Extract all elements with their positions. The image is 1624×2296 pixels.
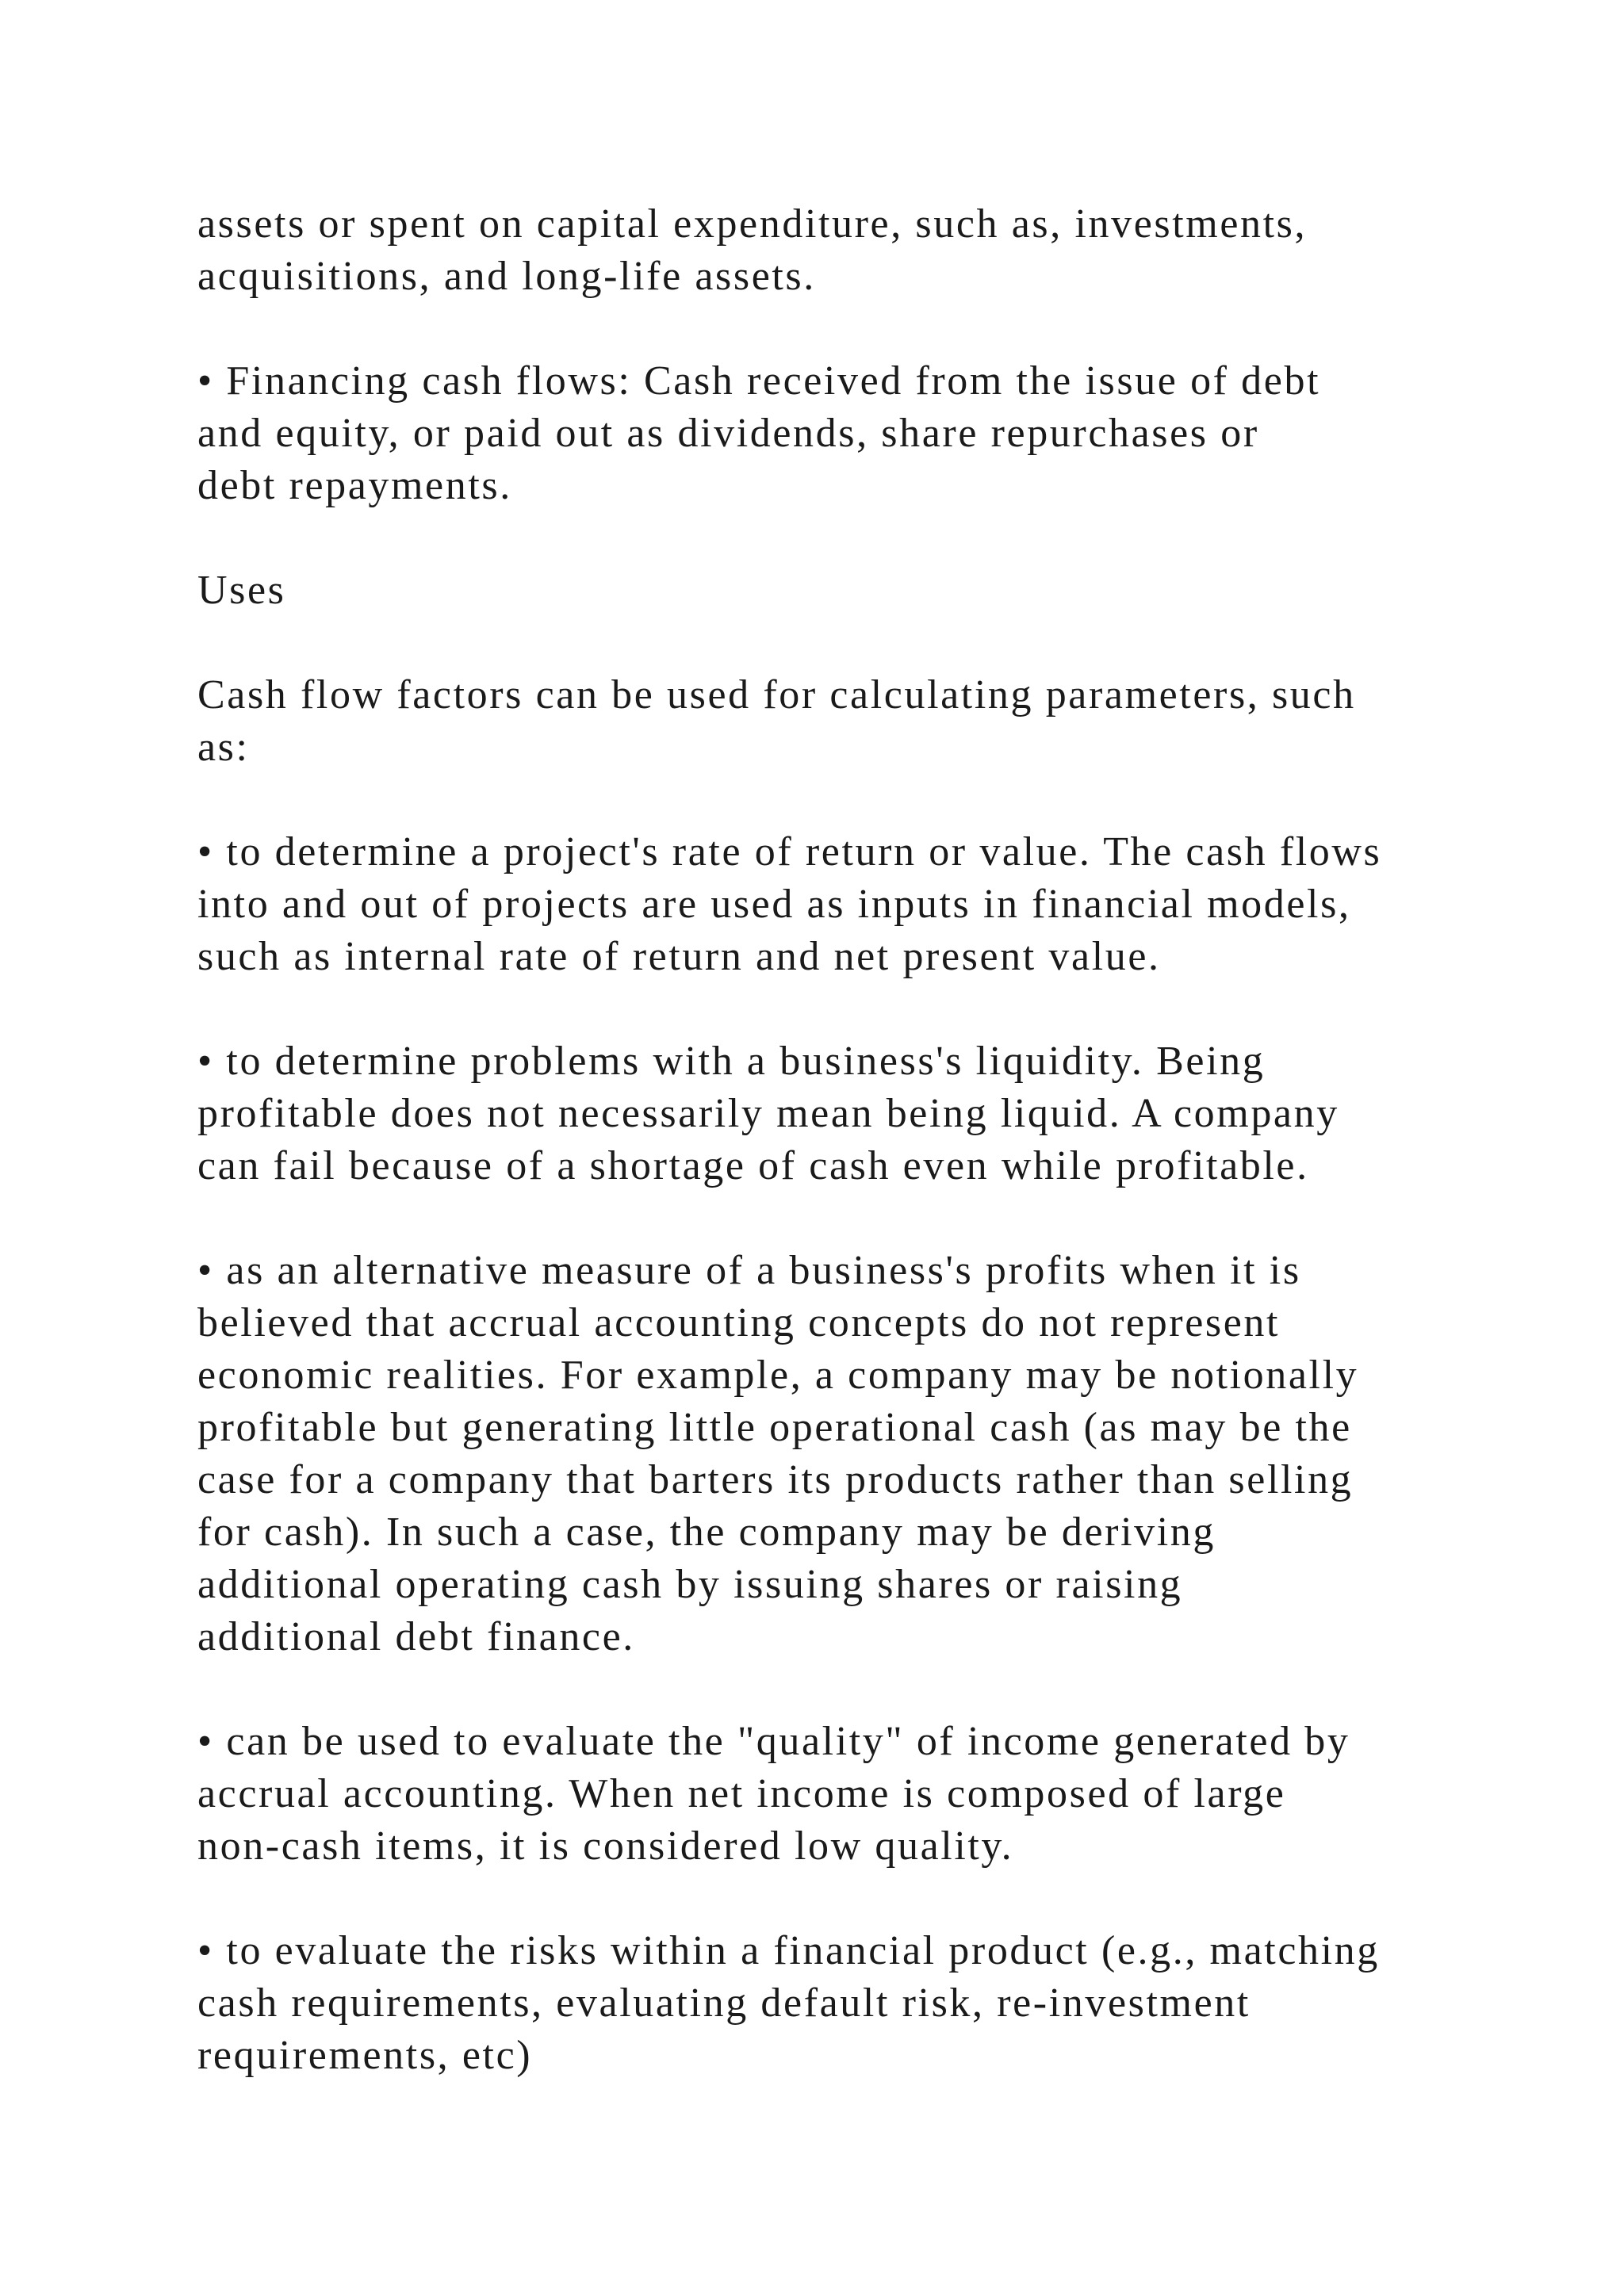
paragraph-financing-cash-flows: • Financing cash flows: Cash received from the issue of debt and equity, or paid out as dividends, share repurchases or debt repayments. [197, 358, 1321, 508]
list-item-alternative-measure: • as an alternative measure of a business's profits when it is believed that accrual accounting concepts do not represent economic realities. For example, a company may be notionally profitable but generating little operational cash (as may be the case for a company that barters its products rather than selling for cash). In such a case, the company may be deriving additional operating cash by issuing shares or raising additional debt finance. [197, 1248, 1359, 1659]
list-item-income-quality: • can be used to evaluate the "quality" of income generated by accrual accounting. When net income is composed of large non-cash items, it is considered low quality. [197, 1719, 1350, 1869]
document-body [197, 198, 1545, 2082]
paragraph-uses-intro: Cash flow factors can be used for calculating parameters, such as: [197, 672, 1356, 770]
paragraph-investing-continuation: assets or spent on capital expenditure, such as, investments, acquisitions, and long-life assets. [197, 201, 1308, 299]
list-item-financial-product-risk: • to evaluate the risks within a financial product (e.g., matching cash requirements, evaluating default risk, re-investment requirements, etc) [197, 1928, 1380, 2078]
section-heading-uses: Uses [197, 568, 286, 613]
list-item-liquidity: • to determine problems with a business's liquidity. Being profitable does not necessarily mean being liquid. A company can fail because of a shortage of cash even while profitable. [197, 1039, 1339, 1188]
list-item-rate-of-return: • to determine a project's rate of return or value. The cash flows into and out of projects are used as inputs in financial models, such as internal rate of return and net present value. [197, 829, 1382, 979]
